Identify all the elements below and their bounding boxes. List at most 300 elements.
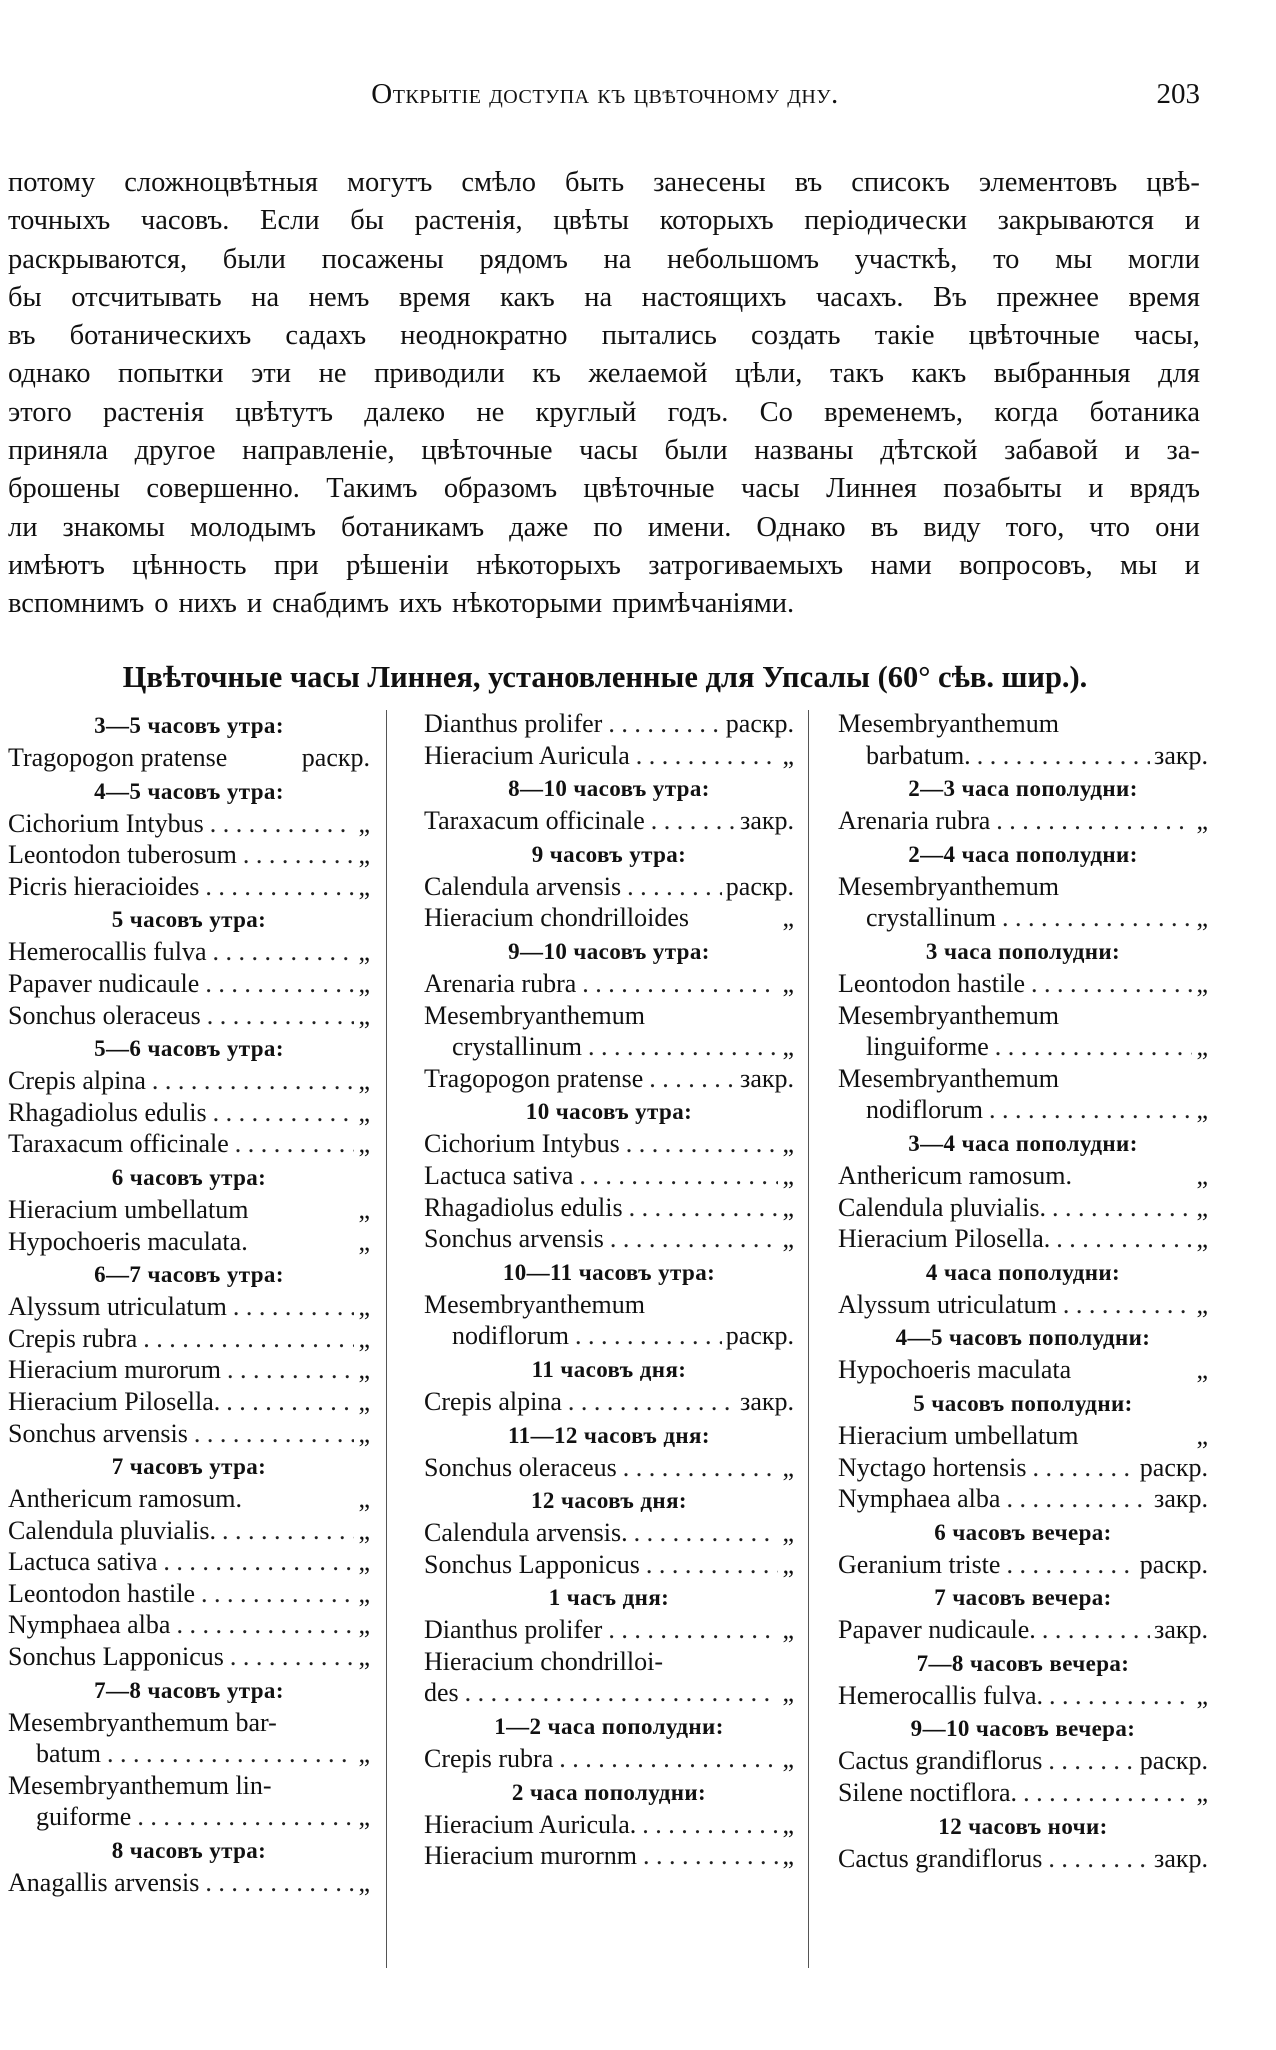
plant-entry xyxy=(838,1160,1208,1192)
word: часовъ. xyxy=(140,205,230,237)
table-column-1 xyxy=(8,708,370,1899)
action-label: раскр. xyxy=(725,871,794,901)
leader-dots xyxy=(602,708,721,740)
word: растенія, xyxy=(414,205,523,237)
action-label: „ xyxy=(358,1194,370,1224)
plant-entry xyxy=(838,1354,1208,1386)
plant-entry xyxy=(8,1546,370,1578)
plant-name: Sonchus arvensis xyxy=(424,1224,604,1254)
text-line xyxy=(8,394,1200,432)
plant-entry xyxy=(838,1192,1208,1224)
word: создать xyxy=(751,320,841,352)
word: неоднократно xyxy=(400,320,568,352)
word: не xyxy=(476,396,505,428)
time-heading: 7 часовъ вечера: xyxy=(934,1585,1112,1611)
leader-dots xyxy=(621,871,722,903)
word: приводили xyxy=(374,358,505,390)
plant-name: Tragopogon pratense xyxy=(424,1063,644,1093)
leader-dots xyxy=(216,1515,354,1547)
action-label: „ xyxy=(782,1549,794,1579)
leader-dots xyxy=(983,1094,1192,1126)
plant-name: Cactus grandiflorus xyxy=(838,1746,1043,1776)
action-label: „ xyxy=(1196,1289,1208,1319)
word: рядомъ xyxy=(479,243,568,275)
leader-dots xyxy=(224,1641,355,1673)
plant-entry xyxy=(424,740,794,772)
leader-dots xyxy=(630,740,779,772)
plant-entry xyxy=(8,1801,370,1833)
word: настоящихъ xyxy=(641,281,787,313)
time-heading: 7—8 часовъ вечера: xyxy=(916,1650,1130,1676)
action-label: раскр. xyxy=(1139,1549,1208,1579)
plant-name: Mesembryanthemum xyxy=(424,1289,645,1319)
plant-entry xyxy=(424,1289,794,1321)
action-label: „ xyxy=(358,871,370,901)
plant-name: Geranium triste xyxy=(838,1549,1001,1579)
word: другое xyxy=(134,435,216,467)
word: цвѣтутъ xyxy=(235,396,333,428)
leader-dots xyxy=(602,1614,778,1646)
leader-dots xyxy=(628,1517,779,1549)
action-label: „ xyxy=(358,1642,370,1672)
plant-name: Silene noctiflora. xyxy=(838,1778,1018,1808)
leader-dots xyxy=(576,968,778,1000)
word: не xyxy=(318,358,347,390)
leader-dots xyxy=(989,1031,1193,1063)
plant-name: crystallinum xyxy=(866,903,996,933)
leader-dots xyxy=(1043,1680,1192,1712)
action-label: „ xyxy=(1196,968,1208,998)
text-line xyxy=(8,317,1200,355)
action-label: „ xyxy=(782,1032,794,1062)
word: выбранныя xyxy=(993,358,1131,390)
plant-name: Calendula arvensis. xyxy=(424,1518,628,1548)
word: цѣнность xyxy=(132,549,247,581)
plant-name: linguiforme xyxy=(866,1032,989,1062)
plant-name: Anthericum ramosum. xyxy=(838,1160,1072,1190)
leader-dots xyxy=(1000,1549,1135,1581)
action-label: „ xyxy=(1196,1192,1208,1222)
word: часахъ. xyxy=(815,281,904,313)
plant-name: Alyssum utriculatum xyxy=(838,1289,1057,1319)
word: растенія xyxy=(103,396,204,428)
leader-dots xyxy=(207,1097,355,1129)
leader-dots xyxy=(573,1160,778,1192)
time-heading: 6 часовъ утра: xyxy=(111,1164,267,1190)
plant-name: Lactuca sativa xyxy=(424,1160,574,1190)
word: цвѣточные xyxy=(968,320,1100,352)
time-heading: 5—6 часовъ утра: xyxy=(94,1036,284,1062)
leader-dots xyxy=(229,1128,355,1160)
action-label: раскр. xyxy=(725,1321,794,1351)
plant-name: des xyxy=(424,1678,459,1708)
plant-name: Hieracium chondrilloi- xyxy=(424,1646,663,1676)
plant-entry xyxy=(838,968,1208,1000)
plant-entry xyxy=(424,805,794,837)
time-heading: 8—10 часовъ утра: xyxy=(508,776,710,802)
action-label: „ xyxy=(358,1802,370,1832)
action-label: „ xyxy=(782,968,794,998)
plant-name: Hypochoeris maculata. xyxy=(8,1226,248,1256)
plant-name: Nyctago hortensis xyxy=(838,1452,1027,1482)
leader-dots xyxy=(620,1128,779,1160)
text-line xyxy=(8,279,1200,317)
plant-entry xyxy=(8,1354,370,1386)
action-label: „ xyxy=(782,1518,794,1548)
intro-paragraph xyxy=(8,164,1200,624)
action-label: закр. xyxy=(1154,1615,1208,1645)
time-heading: 3—4 часа пополудни: xyxy=(908,1130,1138,1156)
leader-dots xyxy=(195,1578,354,1610)
plant-name: Nymphaea alba xyxy=(8,1610,171,1640)
action-label: раскр. xyxy=(725,709,794,738)
leader-dots xyxy=(996,902,1192,934)
plant-name: Papaver nudicaule xyxy=(8,968,200,998)
plant-entry xyxy=(8,1065,370,1097)
leader-dots xyxy=(201,1000,355,1032)
action-label: „ xyxy=(358,1226,370,1256)
action-label: „ xyxy=(782,1809,794,1839)
word: и xyxy=(1184,549,1200,581)
leader-dots xyxy=(459,1677,779,1709)
word: закрываются xyxy=(997,205,1155,237)
action-label: „ xyxy=(358,1000,370,1030)
word: цвѣ- xyxy=(1146,167,1200,198)
word: въ xyxy=(8,320,36,352)
action-label: „ xyxy=(782,1744,794,1774)
leader-dots xyxy=(170,1609,354,1641)
word: въ xyxy=(870,511,899,543)
word: рѣшеніи xyxy=(346,549,449,581)
plant-entry xyxy=(8,1418,370,1450)
word: позабыты xyxy=(943,473,1062,505)
plant-name: Hieracium murorum xyxy=(8,1355,221,1385)
action-label: „ xyxy=(782,1224,794,1254)
leader-dots xyxy=(220,1386,354,1418)
plant-entry xyxy=(838,1777,1208,1809)
word: посажены xyxy=(321,243,444,275)
word: могли xyxy=(1127,243,1200,275)
word: цвѣточные xyxy=(583,473,715,505)
action-label: „ xyxy=(358,1547,370,1577)
time-heading: 4 часа пополудни: xyxy=(925,1259,1121,1285)
plant-name: Sonchus arvensis xyxy=(8,1418,188,1448)
leader-dots xyxy=(643,1063,736,1095)
word: могутъ xyxy=(346,167,433,198)
word: часы, xyxy=(1133,320,1200,352)
plant-entry xyxy=(8,1515,370,1547)
text-line xyxy=(8,355,1200,393)
word: Въ xyxy=(933,281,967,313)
plant-name: nodiflorum xyxy=(452,1321,569,1351)
plant-entry xyxy=(838,1843,1208,1875)
plant-entry xyxy=(424,1452,794,1484)
plant-name: Hieracium umbellatum xyxy=(838,1420,1079,1450)
text-line xyxy=(8,432,1200,470)
word: о xyxy=(154,588,169,620)
word: сложноцвѣтныя xyxy=(124,167,318,198)
action-label: „ xyxy=(1196,1032,1208,1062)
word: часы xyxy=(579,435,638,467)
plant-entry xyxy=(424,968,794,1000)
plant-name: Tragopogon pratense xyxy=(8,743,228,772)
action-label: „ xyxy=(782,903,794,933)
plant-name: Sonchus Lapponicus xyxy=(424,1549,640,1579)
word: ботаника xyxy=(1089,396,1200,428)
plant-entry xyxy=(424,1614,794,1646)
action-label: „ xyxy=(358,1868,370,1898)
action-label: „ xyxy=(358,840,370,870)
action-label: закр. xyxy=(1154,740,1208,770)
plant-entry xyxy=(8,1097,370,1129)
word: къ xyxy=(532,358,561,390)
plant-entry xyxy=(424,1223,794,1255)
word: цвѣточные xyxy=(421,435,553,467)
word: часы xyxy=(740,473,800,505)
plant-entry xyxy=(424,1517,794,1549)
column-divider xyxy=(386,710,387,1968)
plant-entry xyxy=(8,871,370,903)
plant-name: Dianthus prolifer xyxy=(424,709,603,738)
plant-entry xyxy=(838,1094,1208,1126)
plant-name: Mesembryanthemum xyxy=(838,709,1059,738)
action-label: закр. xyxy=(740,1063,794,1093)
word: ботаническихъ xyxy=(69,320,252,352)
plant-name: Hieracium umbellatum xyxy=(8,1194,249,1224)
word: прежнее xyxy=(996,281,1099,313)
word: которыхъ xyxy=(659,205,774,237)
word: ли xyxy=(8,511,38,543)
plant-name: Sonchus oleraceus xyxy=(424,1452,617,1482)
plant-entry xyxy=(838,1452,1208,1484)
word: брошены xyxy=(8,473,120,505)
plant-name: Crepis alpina xyxy=(424,1386,562,1416)
action-label: „ xyxy=(1196,1778,1208,1808)
word: по xyxy=(593,511,623,543)
plant-entry xyxy=(838,805,1208,837)
time-heading: 3—5 часовъ утра: xyxy=(94,713,284,738)
word: занесены xyxy=(653,167,766,198)
plant-name: Leontodon tuberosum xyxy=(8,840,237,870)
plant-entry xyxy=(838,902,1208,934)
plant-entry xyxy=(8,1578,370,1610)
action-label: „ xyxy=(782,1452,794,1482)
plant-entry xyxy=(8,1323,370,1355)
word: время xyxy=(1128,281,1200,313)
action-label: „ xyxy=(1196,1680,1208,1710)
plant-name: Cactus grandiflorus xyxy=(838,1843,1043,1873)
action-label: „ xyxy=(358,1323,370,1353)
word: при xyxy=(273,549,319,581)
plant-name: Leontodon hastile xyxy=(838,968,1026,998)
action-label: „ xyxy=(358,1066,370,1096)
plant-name: guiforme xyxy=(36,1802,132,1832)
action-label: „ xyxy=(1196,806,1208,836)
leader-dots xyxy=(207,936,355,968)
plant-entry xyxy=(424,1160,794,1192)
action-label: „ xyxy=(358,1355,370,1385)
word: далеко xyxy=(364,396,446,428)
word: на xyxy=(584,281,613,313)
word: желаемой xyxy=(588,358,708,390)
word: затрогиваемыхъ xyxy=(648,549,844,581)
plant-name: Hieracium Auricula. xyxy=(424,1809,637,1839)
action-label: закр. xyxy=(1154,1843,1208,1873)
time-heading: 7 часовъ утра: xyxy=(111,1454,267,1480)
leader-dots xyxy=(199,1867,354,1899)
leader-dots xyxy=(623,1192,779,1224)
leader-dots xyxy=(617,1452,779,1484)
plant-name: Crepis rubra xyxy=(424,1744,554,1774)
word: снабдимъ xyxy=(272,588,390,620)
plant-entry xyxy=(8,1707,370,1739)
word: и xyxy=(1184,205,1200,237)
time-heading: 4—5 часовъ утра: xyxy=(94,778,284,804)
time-heading: 1 часъ дня: xyxy=(548,1585,670,1611)
leader-dots xyxy=(604,1223,779,1255)
action-label: закр. xyxy=(1154,1484,1208,1514)
leader-dots xyxy=(1000,1483,1150,1515)
action-label: „ xyxy=(782,1615,794,1645)
word: раскрываются, xyxy=(8,243,188,275)
word: бы xyxy=(350,205,384,237)
time-heading: 9—10 часовъ утра: xyxy=(508,938,710,964)
word: попытки xyxy=(118,358,224,390)
leader-dots xyxy=(645,805,736,837)
leader-dots xyxy=(157,1546,354,1578)
action-label: „ xyxy=(358,1386,370,1416)
word: время xyxy=(398,281,471,313)
word: того, xyxy=(1005,511,1065,543)
plant-entry xyxy=(838,1483,1208,1515)
text-line xyxy=(8,202,1200,240)
leader-dots xyxy=(1042,1745,1135,1777)
word: точныхъ xyxy=(8,205,111,237)
leader-dots xyxy=(582,1031,778,1063)
plant-name: crystallinum xyxy=(452,1032,582,1062)
text-line xyxy=(8,470,1200,508)
word: вспомнимъ xyxy=(8,588,145,620)
running-head xyxy=(10,78,1200,118)
plant-name: Leontodon hastile xyxy=(8,1578,196,1608)
word: временемъ, xyxy=(824,396,964,428)
word: и xyxy=(246,588,263,620)
time-heading: 7—8 часовъ утра: xyxy=(94,1677,284,1703)
action-label: „ xyxy=(782,1160,794,1190)
plant-entry xyxy=(424,1320,794,1352)
action-label: „ xyxy=(1196,1420,1208,1450)
plant-entry xyxy=(838,1031,1208,1063)
plant-entry xyxy=(424,1677,794,1709)
word: какъ xyxy=(500,281,555,313)
plant-name: Mesembryanthemum lin- xyxy=(8,1770,272,1800)
word: направленіе, xyxy=(242,435,395,467)
action-label: „ xyxy=(1196,1160,1208,1190)
plant-entry xyxy=(8,1128,370,1160)
word: Такимъ xyxy=(326,473,418,505)
leader-dots xyxy=(636,1809,778,1841)
plant-entry xyxy=(424,1840,794,1872)
action-label: „ xyxy=(782,1678,794,1708)
leader-dots xyxy=(227,1291,355,1323)
text-line xyxy=(8,241,1200,279)
word: они xyxy=(1155,511,1200,543)
action-label: „ xyxy=(1196,1224,1208,1254)
plant-name: Nymphaea alba xyxy=(838,1484,1001,1514)
plant-name: Cichorium Intybus xyxy=(8,808,204,838)
word: нихъ xyxy=(178,588,237,620)
plant-entry xyxy=(8,968,370,1000)
leader-dots xyxy=(553,1743,778,1775)
action-label: „ xyxy=(782,740,794,770)
plant-name: Calendula pluvialis. xyxy=(838,1192,1046,1222)
plant-entry xyxy=(8,1226,370,1258)
plant-entry xyxy=(424,1128,794,1160)
plant-entry xyxy=(8,1770,370,1802)
plant-name: Crepis rubra xyxy=(8,1323,138,1353)
plant-entry xyxy=(838,708,1208,740)
plant-name: Taraxacum officinale xyxy=(424,806,645,836)
leader-dots xyxy=(569,1320,722,1352)
plant-entry xyxy=(424,708,794,740)
plant-name: Picris hieracioides xyxy=(8,871,200,901)
action-label: „ xyxy=(358,968,370,998)
column-divider xyxy=(808,710,809,1968)
action-label: „ xyxy=(782,1841,794,1871)
word: Линнея xyxy=(826,473,917,505)
text-line xyxy=(8,547,1200,585)
text-line xyxy=(8,585,1200,623)
plant-name: Taraxacum officinale xyxy=(8,1129,229,1159)
word: образомъ xyxy=(443,473,558,505)
action-label: „ xyxy=(1196,1095,1208,1125)
plant-name: nodiflorum xyxy=(866,1095,983,1125)
plant-entry xyxy=(8,1641,370,1673)
plant-name: Calendula arvensis xyxy=(424,871,622,901)
plant-name: Hemerocallis fulva. xyxy=(838,1680,1044,1710)
word: этого xyxy=(8,396,72,428)
word: мы xyxy=(1120,549,1158,581)
plant-entry xyxy=(424,1743,794,1775)
time-heading: 10—11 часовъ утра: xyxy=(502,1259,716,1285)
plant-entry xyxy=(424,1063,794,1095)
action-label: „ xyxy=(358,1578,370,1608)
plant-entry xyxy=(424,1192,794,1224)
plant-entry xyxy=(8,1000,370,1032)
word: садахъ xyxy=(285,320,367,352)
time-heading: 9 часовъ утра: xyxy=(531,841,687,867)
word: Со xyxy=(759,396,793,428)
word: потому xyxy=(8,167,96,198)
leader-dots xyxy=(137,1323,354,1355)
leader-dots xyxy=(237,839,355,871)
action-label: „ xyxy=(1196,1355,1208,1385)
plant-name: Arenaria rubra xyxy=(424,968,577,998)
word: за- xyxy=(1166,435,1200,467)
plant-name: Sonchus Lapponicus xyxy=(8,1642,224,1672)
table-column-3 xyxy=(838,708,1208,1874)
plant-entry xyxy=(424,1646,794,1678)
plant-entry xyxy=(8,1194,370,1226)
plant-name: Rhagadiolus edulis xyxy=(8,1097,207,1127)
leader-dots xyxy=(146,1065,355,1097)
plant-entry xyxy=(838,1549,1208,1581)
word: элементовъ xyxy=(978,167,1118,198)
word: нами xyxy=(870,549,932,581)
time-heading: 12 часовъ дня: xyxy=(531,1488,687,1514)
plant-entry xyxy=(838,740,1208,772)
time-heading: 12 часовъ ночи: xyxy=(938,1813,1108,1839)
